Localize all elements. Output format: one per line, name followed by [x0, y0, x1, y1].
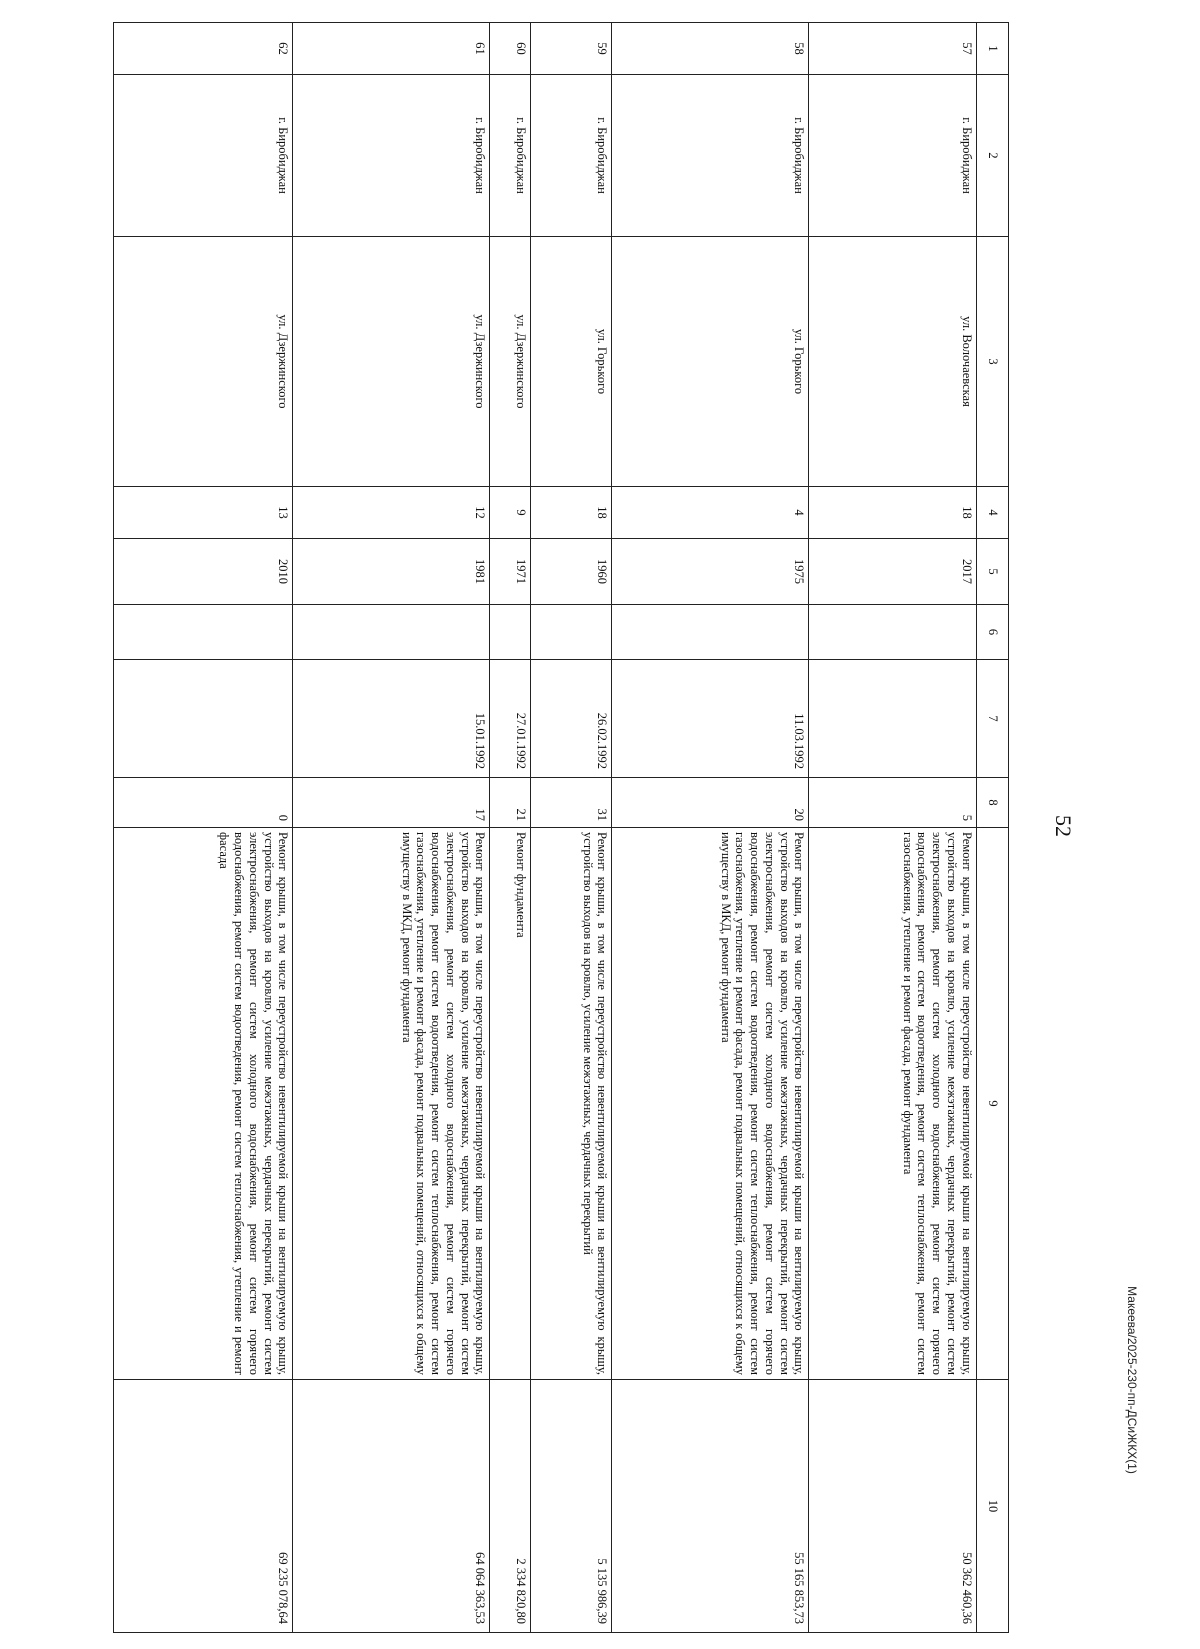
city-cell: г. Биробиджан	[490, 75, 531, 237]
house-number-cell: 13	[114, 487, 293, 539]
table-row	[114, 23, 293, 1633]
table-row	[612, 23, 809, 1633]
column-6-cell	[293, 605, 490, 660]
column-header: 5	[976, 539, 1008, 605]
table-row	[809, 23, 976, 1633]
cost-cell: 2 334 820,80	[490, 1380, 531, 1633]
year-cell: 2010	[114, 539, 293, 605]
year-cell: 1960	[531, 539, 612, 605]
column-6-cell	[531, 605, 612, 660]
housing-repair-table	[113, 22, 1009, 1633]
cost-cell: 50 362 460,36	[809, 1380, 976, 1633]
city-cell: г. Биробиджан	[114, 75, 293, 237]
year-cell: 1971	[490, 539, 531, 605]
street-cell: ул. Волочаевская	[809, 237, 976, 487]
year-cell: 2017	[809, 539, 976, 605]
date-cell: 26.02.1992	[531, 660, 612, 778]
column-6-cell	[114, 605, 293, 660]
year-cell: 1981	[293, 539, 490, 605]
house-number-cell: 9	[490, 487, 531, 539]
city-cell: г. Биробиджан	[809, 75, 976, 237]
works-description-cell: Ремонт крыши, в том числе переустройство невентилируемой крыши на вентилируемую крышу, устройство выходов на кровлю, усиление межэтажных, чердачных перекрытий, ремонт систем электроснабжения, ремонт систем холодного водоснабжения, ремонт систем горячего водоснабжения, ремонт систем водоотведения, ремонт систем теплоснабжения, ремонт систем газоснабжения, утепление и ремонт фасада, ремонт подвальных помещений, относящихся к общему имуществу в МКД, ремонт фундамента	[612, 828, 809, 1380]
works-description-cell: Ремонт крыши, в том числе переустройство невентилируемой крыши на вентилируемую крышу, устройство выходов на кровлю, усиление межэтажных, чердачных перекрытий	[531, 828, 612, 1380]
city-cell: г. Биробиджан	[612, 75, 809, 237]
page-number: 52	[1051, 815, 1076, 837]
table-row	[293, 23, 490, 1633]
date-cell: 27.01.1992	[490, 660, 531, 778]
document-footer: Макеева/2025-230-пп-ДСиЖКХ(1)	[1125, 1286, 1139, 1474]
column-6-cell	[490, 605, 531, 660]
street-cell: ул. Горького	[612, 237, 809, 487]
column-8-cell: 31	[531, 778, 612, 828]
cost-cell: 69 235 078,64	[114, 1380, 293, 1633]
cost-cell: 55 165 853,73	[612, 1380, 809, 1633]
house-number-cell: 18	[809, 487, 976, 539]
works-description-cell: Ремонт фундамента	[490, 828, 531, 1380]
column-8-cell: 0	[114, 778, 293, 828]
row-number: 60	[490, 23, 531, 75]
column-header: 4	[976, 487, 1008, 539]
rotated-table-container	[113, 22, 1009, 1632]
row-number: 59	[531, 23, 612, 75]
house-number-cell: 4	[612, 487, 809, 539]
city-cell: г. Биробиджан	[293, 75, 490, 237]
column-header: 9	[976, 828, 1008, 1380]
column-8-cell: 5	[809, 778, 976, 828]
street-cell: ул. Горького	[531, 237, 612, 487]
city-cell: г. Биробиджан	[531, 75, 612, 237]
cost-cell: 5 135 986,39	[531, 1380, 612, 1633]
column-8-cell: 17	[293, 778, 490, 828]
table-row	[531, 23, 612, 1633]
column-6-cell	[612, 605, 809, 660]
year-cell: 1975	[612, 539, 809, 605]
column-header: 3	[976, 237, 1008, 487]
column-header: 2	[976, 75, 1008, 237]
works-description-cell: Ремонт крыши, в том числе переустройство невентилируемой крыши на вентилируемую крышу, устройство выходов на кровлю, усиление межэтажных, чердачных перекрытий, ремонт систем электроснабжения, ремонт систем холодного водоснабжения, ремонт систем горячего водоснабжения, ремонт систем водоотведения, ремонт систем теплоснабжения, ремонт систем газоснабжения, утепление и ремонт фасада, ремонт подвальных помещений, относящихся к общему имуществу в МКД, ремонт фундамента	[293, 828, 490, 1380]
row-number: 61	[293, 23, 490, 75]
column-header: 10	[976, 1380, 1008, 1633]
column-header: 1	[976, 23, 1008, 75]
row-number: 62	[114, 23, 293, 75]
cost-cell: 64 064 363,53	[293, 1380, 490, 1633]
works-description-cell: Ремонт крыши, в том числе переустройство невентилируемой крыши на вентилируемую крышу, устройство выходов на кровлю, усиление межэтажных, чердачных перекрытий, ремонт систем электроснабжения, ремонт систем холодного водоснабжения, ремонт систем горячего водоснабжения, ремонт систем водоотведения, ремонт систем теплоснабжения, утепление и ремонт фасада	[114, 828, 293, 1380]
works-description-cell: Ремонт крыши, в том числе переустройство невентилируемой крыши на вентилируемую крышу, устройство выходов на кровлю, усиление межэтажных, чердачных перекрытий, ремонт систем электроснабжения, ремонт систем холодного водоснабжения, ремонт систем горячего водоснабжения, ремонт систем водоотведения, ремонт систем теплоснабжения, ремонт систем газоснабжения, утепление и ремонт фасада, ремонт фундамента	[809, 828, 976, 1380]
column-header: 6	[976, 605, 1008, 660]
column-8-cell: 21	[490, 778, 531, 828]
column-number-row	[976, 23, 1008, 1633]
column-header: 8	[976, 778, 1008, 828]
column-6-cell	[809, 605, 976, 660]
street-cell: ул. Дзержинского	[293, 237, 490, 487]
table-wrapper	[113, 22, 1009, 1632]
table-row	[490, 23, 531, 1633]
street-cell: ул. Дзержинского	[490, 237, 531, 487]
street-cell: ул. Дзержинского	[114, 237, 293, 487]
column-8-cell: 20	[612, 778, 809, 828]
row-number: 57	[809, 23, 976, 75]
column-header: 7	[976, 660, 1008, 778]
house-number-cell: 12	[293, 487, 490, 539]
row-number: 58	[612, 23, 809, 75]
date-cell: 15.01.1992	[293, 660, 490, 778]
date-cell: 11.03.1992	[612, 660, 809, 778]
date-cell	[809, 660, 976, 778]
date-cell	[114, 660, 293, 778]
house-number-cell: 18	[531, 487, 612, 539]
